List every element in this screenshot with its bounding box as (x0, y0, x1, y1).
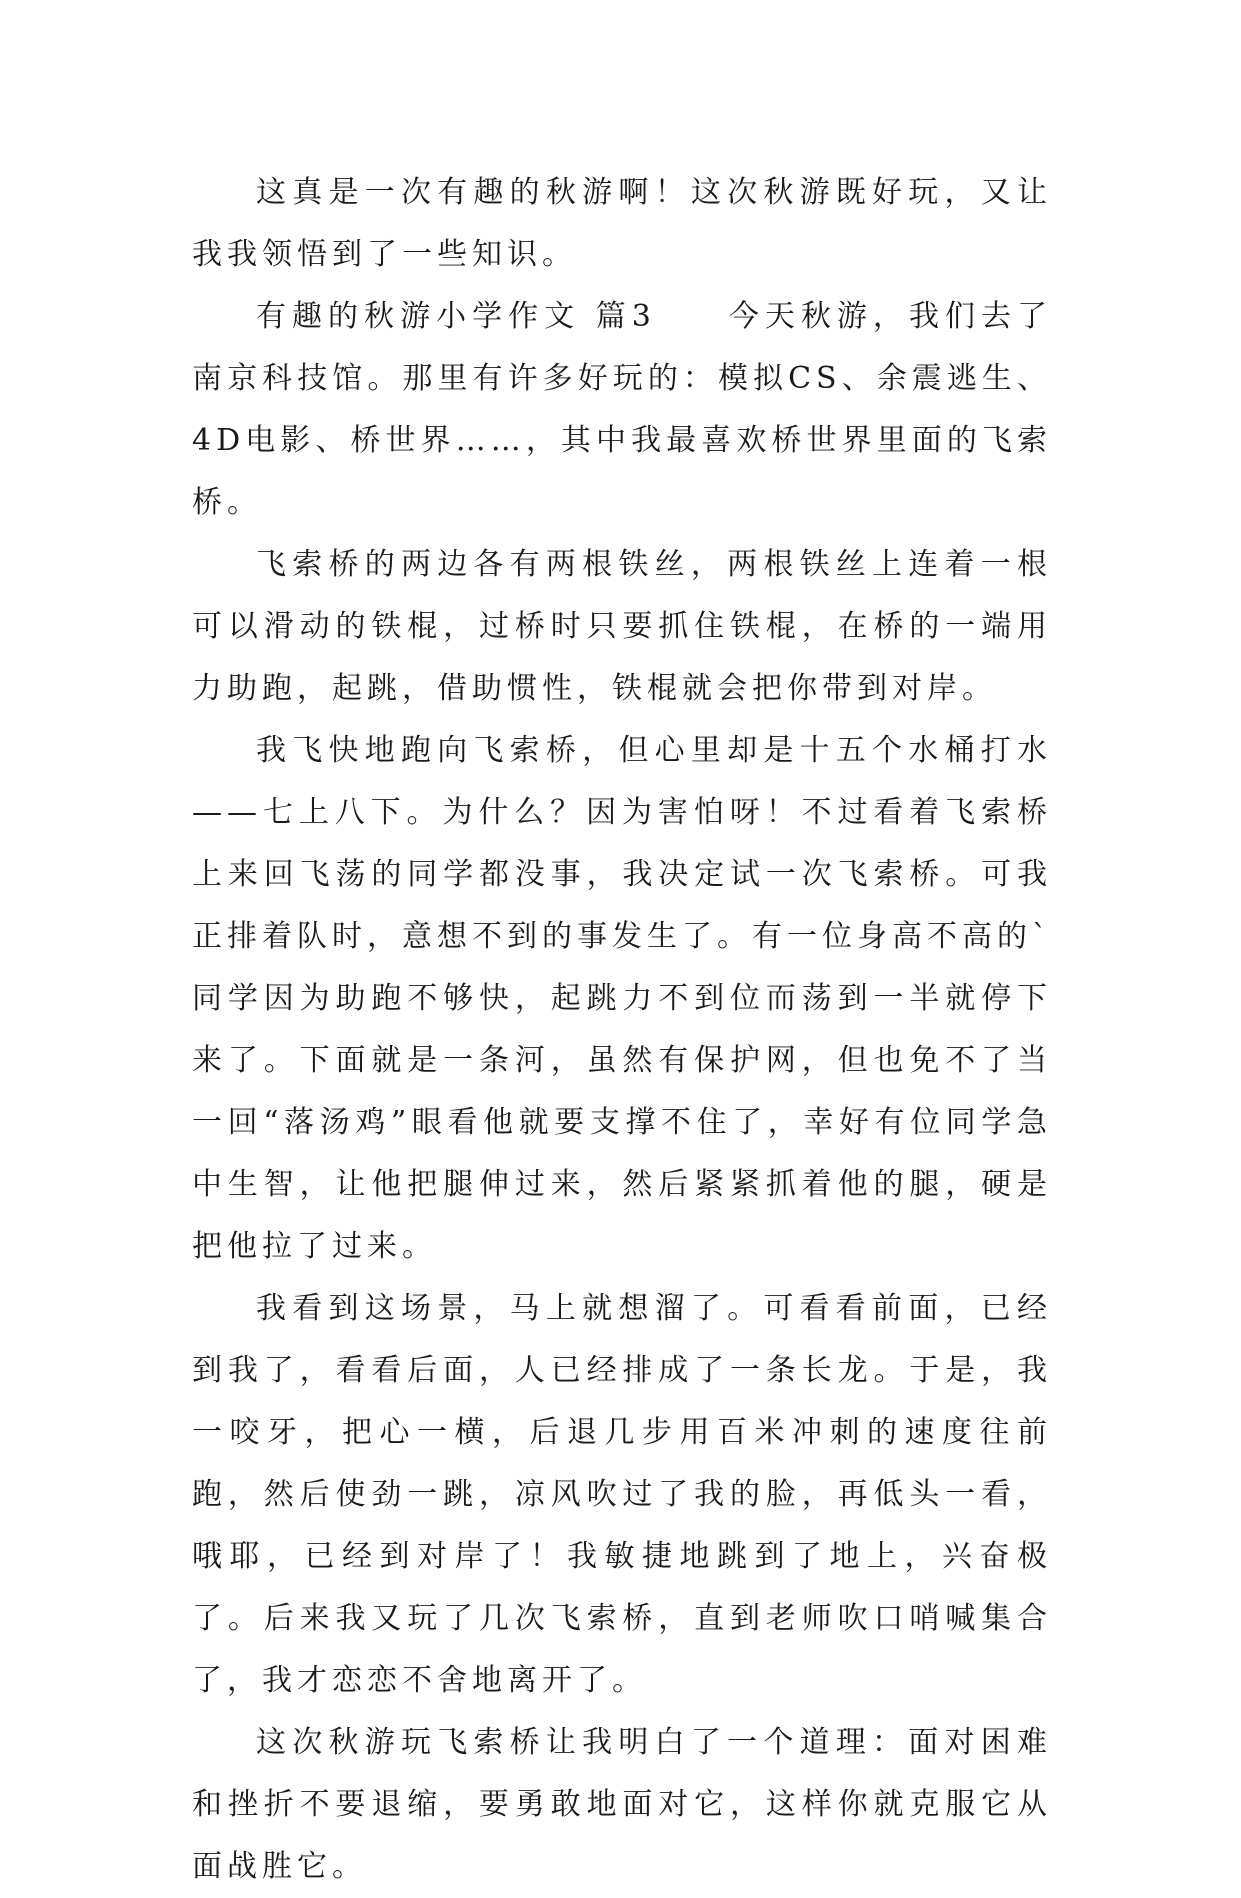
paragraph-1: 这真是一次有趣的秋游啊！这次秋游既好玩，又让我我领悟到了一些知识。 (192, 175, 1052, 272)
paragraph-4: 我飞快地跑向飞索桥，但心里却是十五个水桶打水——七上八下。为什么？因为害怕呀！不过看着飞索桥上来回飞荡的同学都没事，我决定试一次飞索桥。可我正排着队时，意想不到的事发生了。有一位身高不高的`同学因为助跑不够快，起跳力不到位而荡到一半就停下来了。下面就是一条河，虽然有保护网，但也免不了当一回“落汤鸡”眼看他就要支撑不住了，幸好有位同学急中生智，让他把腿伸过来，然后紧紧抓着他的腿，硬是把他拉了过来。 (192, 733, 1052, 1264)
paragraph-3: 飞索桥的两边各有两根铁丝，两根铁丝上连着一根可以滑动的铁棍，过桥时只要抓住铁棍，在桥的一端用力助跑，起跳，借助惯性，铁棍就会把你带到对岸。 (192, 547, 1052, 706)
paragraph-5: 我看到这场景，马上就想溜了。可看看前面，已经到我了，看看后面，人已经排成了一条长龙。于是，我一咬牙，把心一横，后退几步用百米冲刺的速度往前跑，然后使劲一跳，凉风吹过了我的脸，再低头一看，哦耶，已经到对岸了！我敏捷地跳到了地上，兴奋极了。后来我又玩了几次飞索桥，直到老师吹口哨喊集合了，我才恋恋不舍地离开了。 (192, 1291, 1052, 1698)
paragraph-2: 有趣的秋游小学作文 篇3 今天秋游，我们去了南京科技馆。那里有许多好玩的：模拟CS、余震逃生、4D电影、桥世界……，其中我最喜欢桥世界里面的飞索桥。 (192, 299, 1052, 520)
paragraph-6: 这次秋游玩飞索桥让我明白了一个道理：面对困难和挫折不要退缩，要勇敢地面对它，这样你就克服它从面战胜它。 (192, 1725, 1052, 1884)
document-body (192, 162, 1052, 1898)
